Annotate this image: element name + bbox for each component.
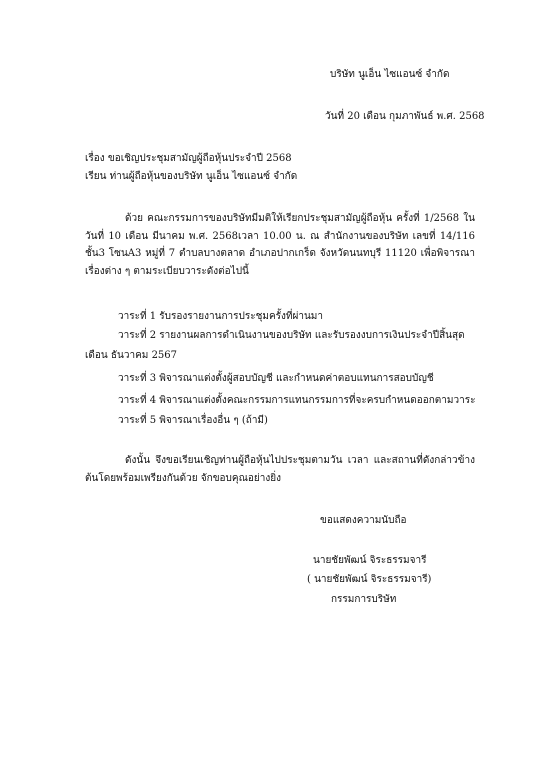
letter-subject: เรื่อง ขอเชิญประชุมสามัญผู้ถือหุ้นประจำปี 2568 — [85, 153, 292, 164]
letter-recipient: เรียน ท่านผู้ถือหุ้นของบริษัท นูเอ็น ไซแอนซ์ จำกัด — [85, 171, 298, 182]
signer-name-parenthesized: ( นายชัยพัฒน์ จิระธรรมจารี) — [307, 574, 432, 585]
sign-off: ขอแสดงความนับถือ — [320, 515, 407, 526]
company-name: บริษัท นูเอ็น ไซแอนซ์ จำกัด — [330, 69, 450, 80]
agenda-item-2: วาระที่ 2 รายงานผลการดำเนินงานของบริษัท และรับรองงบการเงินประจำปีสิ้นสุดเดือน ธันวาคม 2567 — [85, 330, 465, 361]
agenda-item-3: วาระที่ 3 พิจารณาแต่งตั้งผู้สอบบัญชี และกำหนดค่าตอบแทนการสอบบัญชี — [118, 373, 434, 384]
letter-date: วันที่ 20 เดือน กุมภาพันธ์ พ.ศ. 2568 — [325, 111, 485, 122]
signer-name: นายชัยพัฒน์ จิระธรรมจารี — [313, 555, 427, 566]
intro-paragraph: ด้วย คณะกรรมการของบริษัทมีมติให้เรียกประชุมสามัญผู้ถือหุ้น ครั้งที่ 1/2568 ในวันที่ 10 เดือน มีนาคม พ.ศ. 2568เวลา 10.00 น. ณ สำนักงานของบริษัท เลขที่ 14/116 ชั้น3 โซนA3 หมู่ที่ 7 ตำบลบางตลาด อำเภอปากเกร็ด จังหวัดนนทบุรี 11120 เพื่อพิจารณาเรื่องต่าง ๆ ตามระเบียบวาระดังต่อไปนี้ — [85, 213, 475, 277]
signer-title: กรรมการบริษัท — [331, 594, 397, 605]
agenda-item-4: วาระที่ 4 พิจารณาแต่งตั้งคณะกรรมการแทนกรรมการที่จะครบกำหนดออกตามวาระ — [118, 395, 476, 406]
agenda-item-5: วาระที่ 5 พิจารณาเรื่องอื่น ๆ (ถ้ามี) — [118, 415, 268, 426]
closing-paragraph: ดังนั้น จึงขอเรียนเชิญท่านผู้ถือหุ้นไปประชุมตามวัน เวลา และสถานที่ดังกล่าวข้างต้นโดยพร้อมเพรียงกันด้วย จักขอบคุณอย่างยิ่ง — [85, 455, 475, 484]
agenda-item-1: วาระที่ 1 รับรองรายงานการประชุมครั้งที่ผ่านมา — [118, 311, 324, 322]
